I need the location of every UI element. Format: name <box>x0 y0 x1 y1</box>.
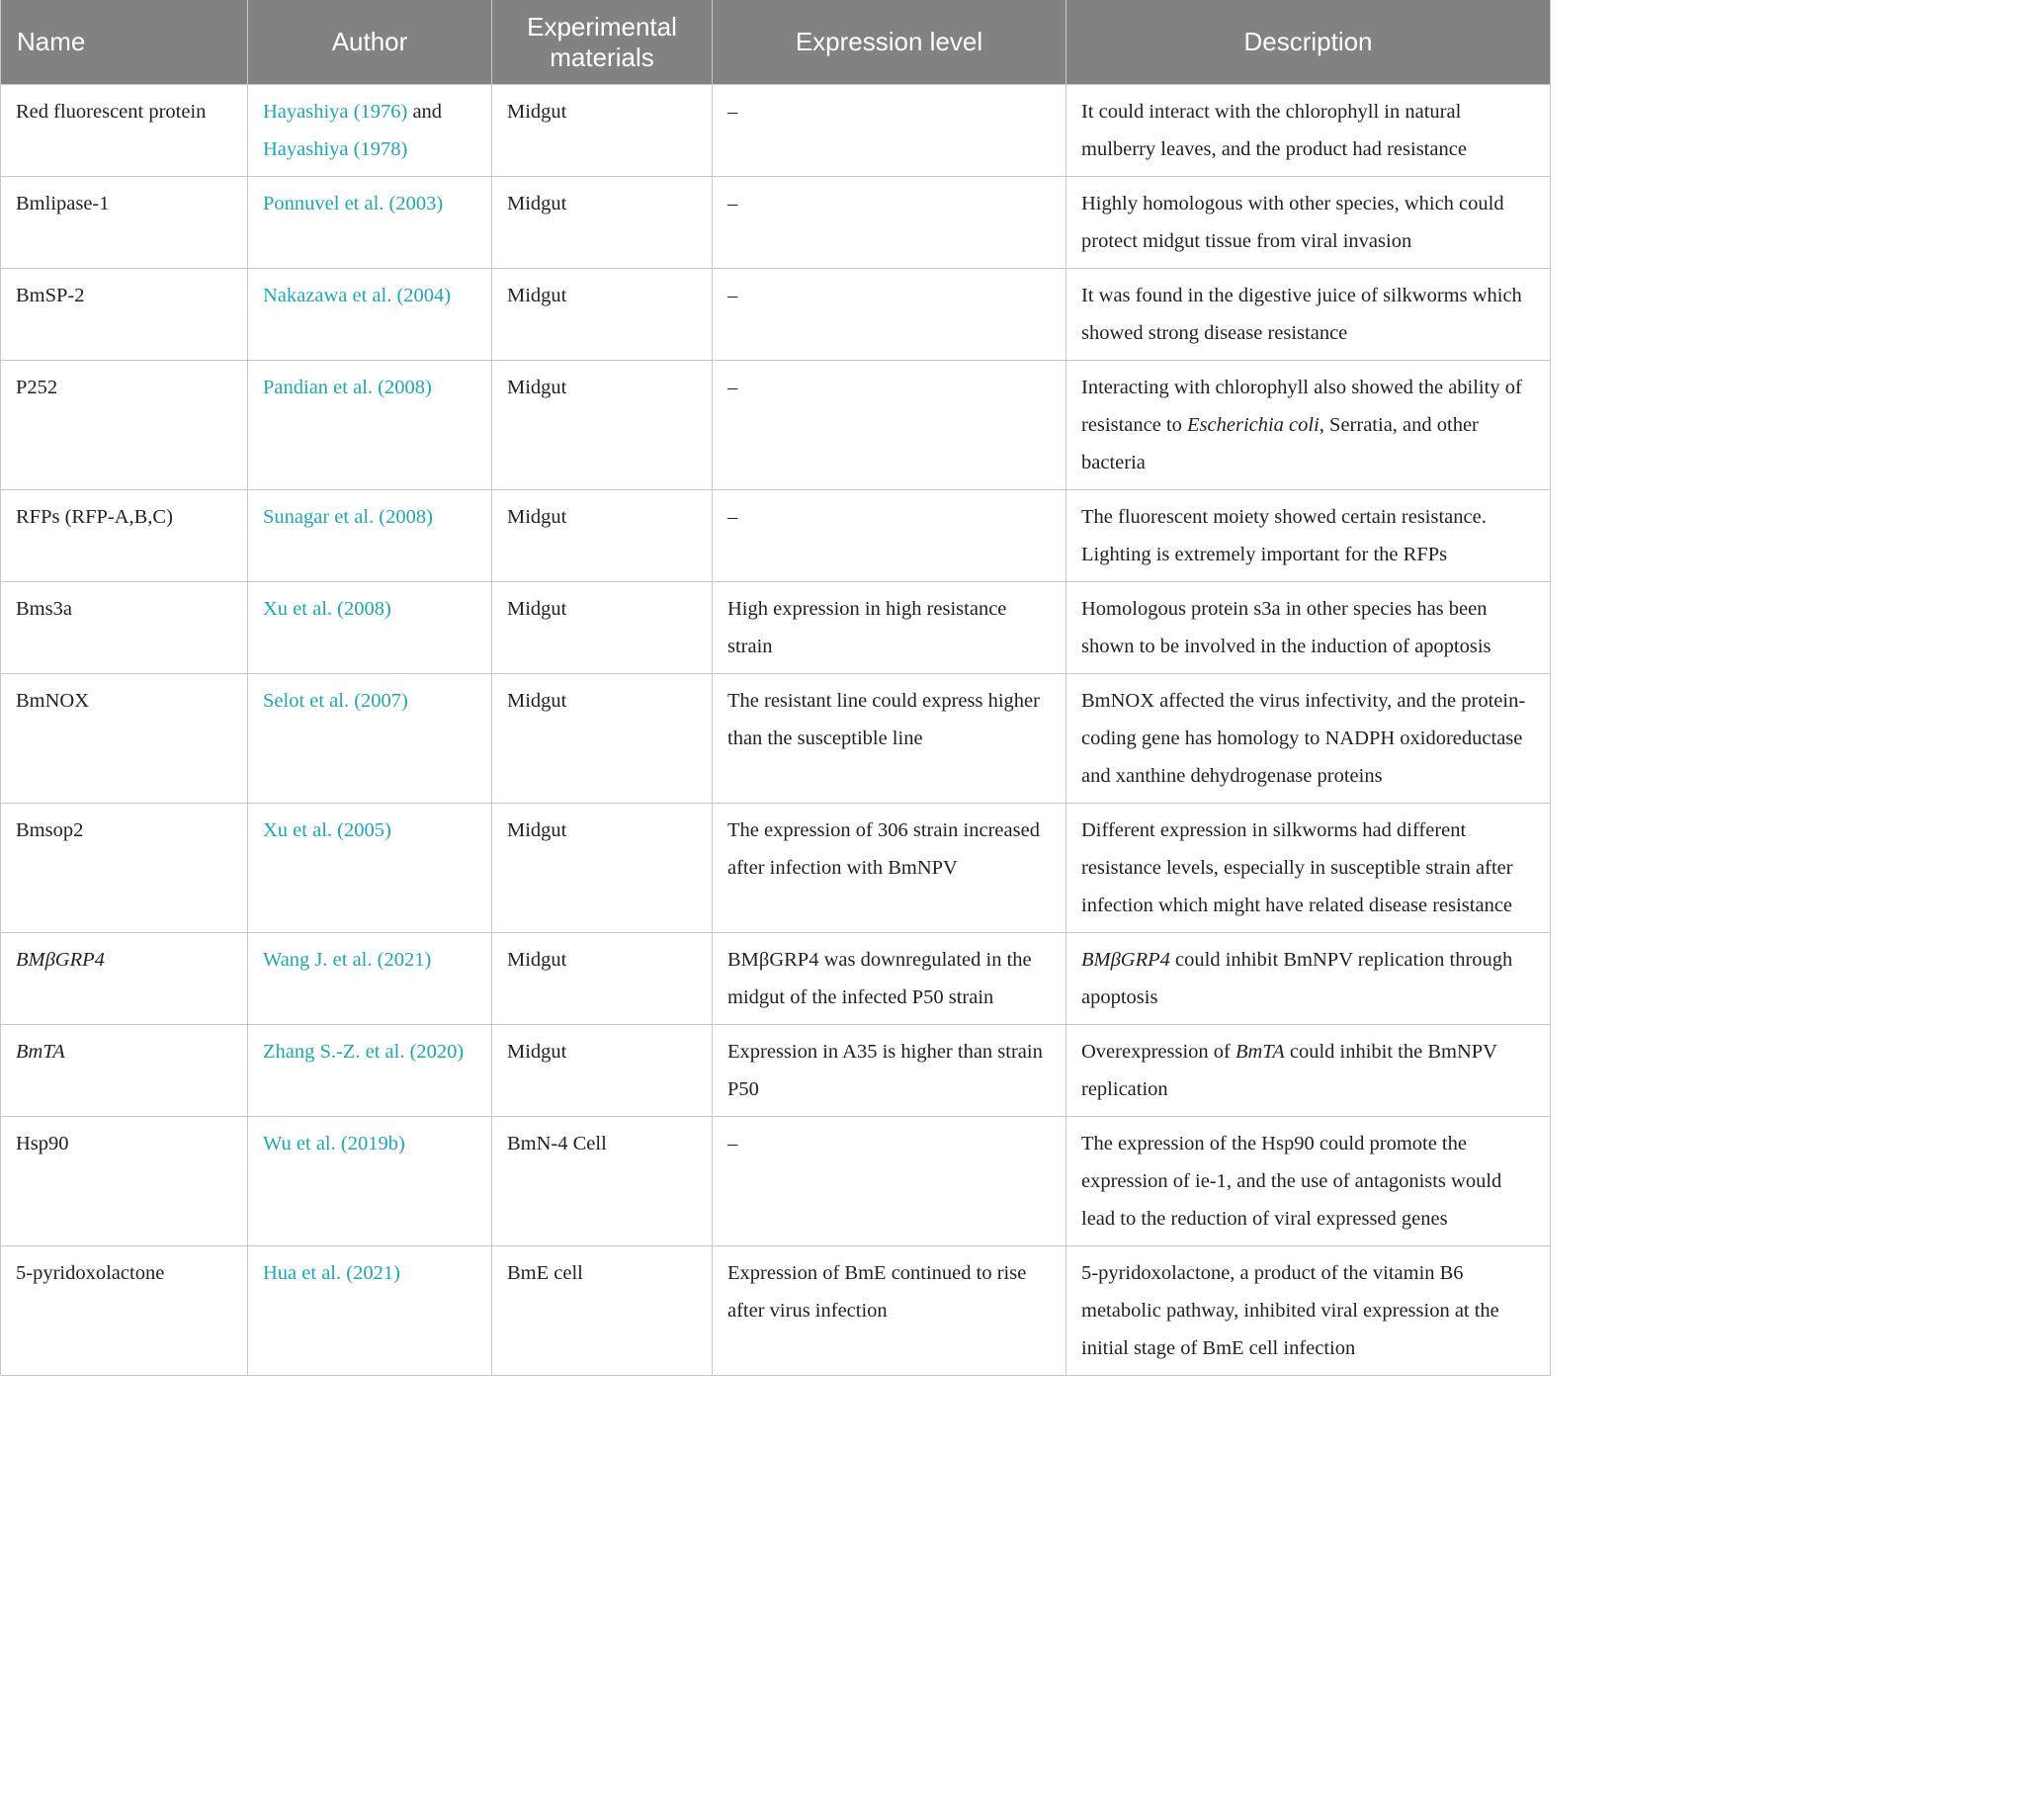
cell-author <box>248 804 492 933</box>
description-text: Overexpression of <box>1081 1041 1235 1063</box>
author-link[interactable]: Xu et al. (2005) <box>263 819 391 841</box>
header-expression-level: Expression level <box>713 0 1066 85</box>
cell-materials: BmN-4 Cell <box>492 1117 713 1246</box>
cell-name: BmNOX <box>1 674 248 804</box>
cell-materials: Midgut <box>492 177 713 269</box>
description-italic-text: Escherichia coli <box>1187 414 1320 436</box>
author-link[interactable]: Wu et al. (2019b) <box>263 1133 405 1155</box>
cell-name: BMβGRP4 <box>1 933 248 1025</box>
cell-author <box>248 1117 492 1246</box>
cell-name: P252 <box>1 361 248 490</box>
table-row <box>1 1246 1551 1376</box>
cell-author <box>248 177 492 269</box>
cell-expression: The expression of 306 strain increased after infection with BmNPV <box>713 804 1066 933</box>
author-link[interactable]: Sunagar et al. (2008) <box>263 506 433 528</box>
cell-name: BmSP-2 <box>1 269 248 361</box>
header-experimental-materials: Experimental materials <box>492 0 713 85</box>
cell-name: RFPs (RFP-A,B,C) <box>1 490 248 582</box>
cell-name: Bms3a <box>1 582 248 674</box>
description-text: , Serratia, and other bacteria <box>1081 414 1479 473</box>
cell-description: It was found in the digestive juice of silkworms which showed strong disease resistance <box>1066 269 1551 361</box>
table-row <box>1 674 1551 804</box>
author-link[interactable]: Pandian et al. (2008) <box>263 377 432 398</box>
cell-name: Bmlipase-1 <box>1 177 248 269</box>
header-description: Description <box>1066 0 1551 85</box>
cell-materials: Midgut <box>492 674 713 804</box>
cell-description: 5-pyridoxolactone, a product of the vitamin B6 metabolic pathway, inhibited viral expression at the initial stage of BmE cell infection <box>1066 1246 1551 1376</box>
header-name: Name <box>1 0 248 85</box>
cell-description <box>1066 361 1551 490</box>
cell-description: The fluorescent moiety showed certain resistance. Lighting is extremely important for the RFPs <box>1066 490 1551 582</box>
author-link[interactable]: Hua et al. (2021) <box>263 1262 400 1284</box>
cell-expression: Expression of BmE continued to rise after virus infection <box>713 1246 1066 1376</box>
table-row <box>1 1025 1551 1117</box>
cell-materials: BmE cell <box>492 1246 713 1376</box>
cell-description <box>1066 933 1551 1025</box>
header-author: Author <box>248 0 492 85</box>
description-italic-text: BMβGRP4 <box>1081 949 1170 971</box>
cell-author <box>248 1246 492 1376</box>
cell-description: Homologous protein s3a in other species has been shown to be involved in the induction of apoptosis <box>1066 582 1551 674</box>
author-link[interactable]: Hayashiya (1976) <box>263 101 408 123</box>
cell-author <box>248 490 492 582</box>
table-row <box>1 361 1551 490</box>
cell-description <box>1066 1025 1551 1117</box>
author-link[interactable]: Wang J. et al. (2021) <box>263 949 432 971</box>
table-header <box>1 0 1551 85</box>
cell-name: BmTA <box>1 1025 248 1117</box>
cell-name: Hsp90 <box>1 1117 248 1246</box>
table-row <box>1 1117 1551 1246</box>
cell-description: It could interact with the chlorophyll in natural mulberry leaves, and the product had resistance <box>1066 85 1551 177</box>
table-row <box>1 177 1551 269</box>
cell-materials: Midgut <box>492 361 713 490</box>
cell-expression: Expression in A35 is higher than strain P50 <box>713 1025 1066 1117</box>
cell-expression: – <box>713 1117 1066 1246</box>
table-row <box>1 490 1551 582</box>
cell-materials: Midgut <box>492 804 713 933</box>
author-link[interactable]: Hayashiya (1978) <box>263 138 408 160</box>
cell-description: Highly homologous with other species, which could protect midgut tissue from viral invasion <box>1066 177 1551 269</box>
cell-materials: Midgut <box>492 1025 713 1117</box>
cell-expression: High expression in high resistance strain <box>713 582 1066 674</box>
table-row <box>1 933 1551 1025</box>
author-link[interactable]: Nakazawa et al. (2004) <box>263 285 452 306</box>
cell-name: Bmsop2 <box>1 804 248 933</box>
cell-materials: Midgut <box>492 490 713 582</box>
cell-expression: – <box>713 269 1066 361</box>
table-row <box>1 582 1551 674</box>
cell-description: BmNOX affected the virus infectivity, and the protein-coding gene has homology to NADPH oxidoreductase and xanthine dehydrogenase proteins <box>1066 674 1551 804</box>
cell-author <box>248 361 492 490</box>
cell-expression: – <box>713 177 1066 269</box>
cell-author <box>248 674 492 804</box>
description-text: Interacting with chlorophyll also showed the ability of resistance to <box>1081 377 1522 436</box>
cell-expression: BMβGRP4 was downregulated in the midgut of the infected P50 strain <box>713 933 1066 1025</box>
header-row <box>1 0 1551 85</box>
table-row <box>1 804 1551 933</box>
cell-author <box>248 85 492 177</box>
cell-expression: – <box>713 85 1066 177</box>
description-text: could inhibit BmNPV replication through apoptosis <box>1081 949 1513 1008</box>
cell-materials: Midgut <box>492 933 713 1025</box>
cell-materials: Midgut <box>492 85 713 177</box>
cell-expression: – <box>713 490 1066 582</box>
author-joiner: and <box>407 101 443 123</box>
author-link[interactable]: Zhang S.-Z. et al. (2020) <box>263 1041 465 1063</box>
table-row <box>1 85 1551 177</box>
cell-author <box>248 1025 492 1117</box>
cell-author <box>248 933 492 1025</box>
author-link[interactable]: Selot et al. (2007) <box>263 690 408 712</box>
cell-expression: The resistant line could express higher than the susceptible line <box>713 674 1066 804</box>
cell-materials: Midgut <box>492 582 713 674</box>
author-link[interactable]: Ponnuvel et al. (2003) <box>263 193 444 214</box>
table-row <box>1 269 1551 361</box>
cell-expression: – <box>713 361 1066 490</box>
table-body <box>1 85 1551 1376</box>
description-italic-text: BmTA <box>1235 1041 1285 1063</box>
cell-materials: Midgut <box>492 269 713 361</box>
cell-name: Red fluorescent protein <box>1 85 248 177</box>
cell-description: The expression of the Hsp90 could promote the expression of ie-1, and the use of antagonists would lead to the reduction of viral expressed genes <box>1066 1117 1551 1246</box>
cell-description: Different expression in silkworms had different resistance levels, especially in susceptible strain after infection which might have related disease resistance <box>1066 804 1551 933</box>
cell-author <box>248 582 492 674</box>
cell-name: 5-pyridoxolactone <box>1 1246 248 1376</box>
cell-author <box>248 269 492 361</box>
author-link[interactable]: Xu et al. (2008) <box>263 598 391 620</box>
description-text: could inhibit the BmNPV replication <box>1081 1041 1497 1100</box>
